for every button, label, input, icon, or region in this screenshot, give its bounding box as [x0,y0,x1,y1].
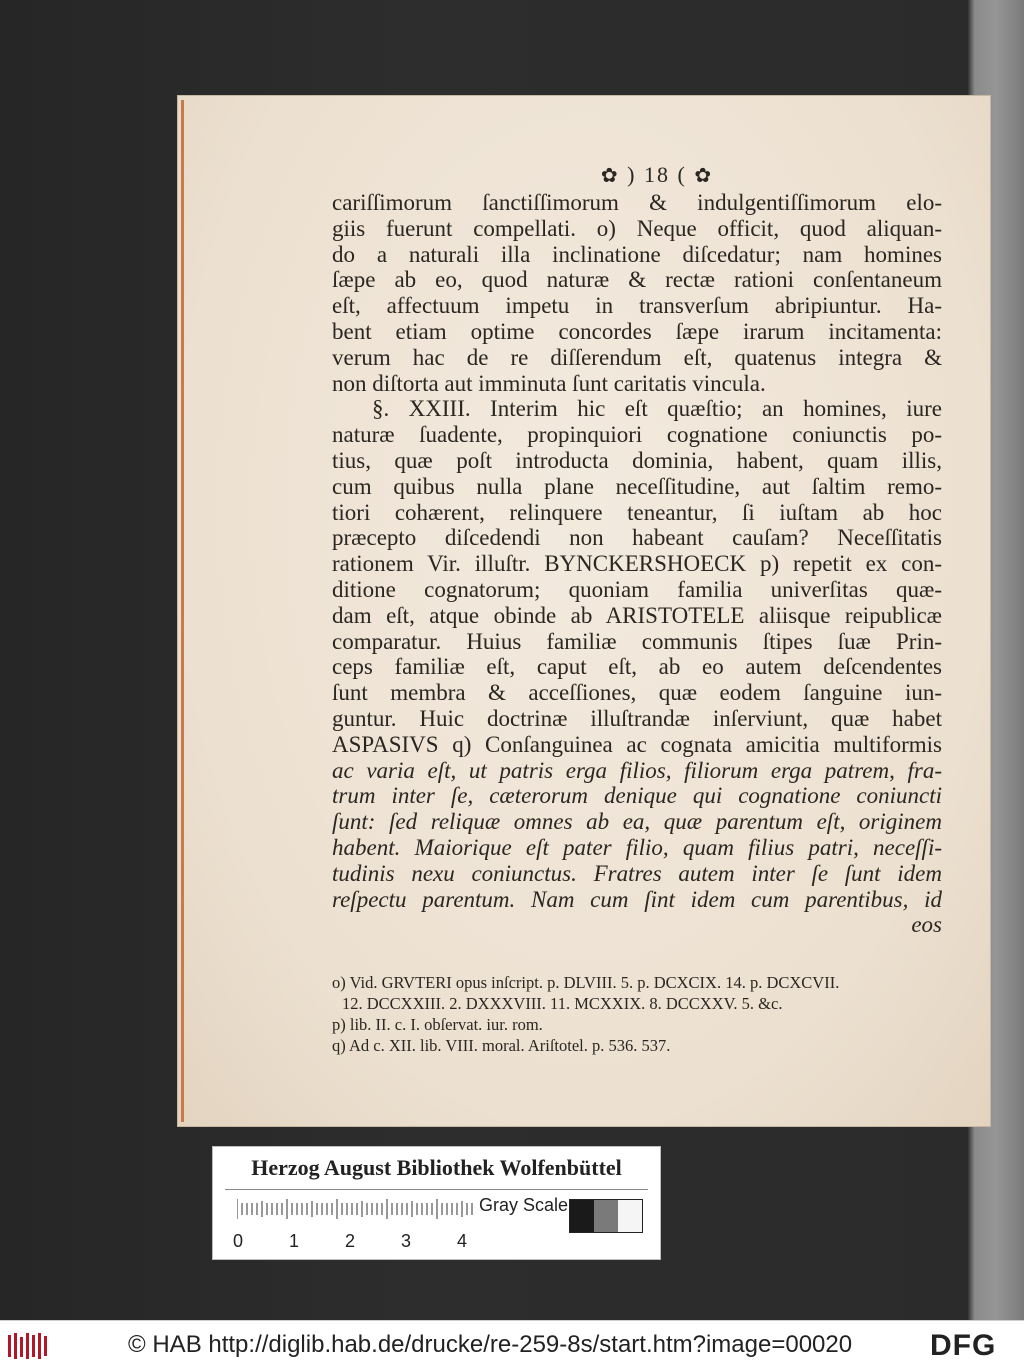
quote-line: habent. Maiorique eſt pater filio, quam filius patri, neceſſi- [332,834,942,860]
ornament-left-icon: ✿ [600,165,620,187]
ruler-numbers [231,1231,491,1253]
ruler-number: 4 [457,1231,468,1251]
quote-line: ac varia eſt, ut patris erga filios, filiorum erga patrem, fra- [332,757,942,783]
ruler-number: 3 [401,1231,412,1251]
ruler-number: 2 [345,1231,356,1251]
header-marker-left: ) [627,162,637,187]
card-divider [225,1189,648,1190]
ruler-number: 0 [233,1231,244,1251]
page-text [332,160,942,938]
swatch-white [618,1200,642,1232]
footnotes [332,972,944,1056]
library-name: Herzog August Bibliothek Wolfenbüttel [251,1155,622,1180]
text-line: dam eſt, atque obinde ab ARISTOTELE aliisque reipublicæ [332,602,942,628]
swatch-gray [594,1200,618,1232]
footnote-o: o) Vid. GRVTERI opus inſcript. p. DLVIII. 5. p. DCXCIX. 14. p. DCXCVII. [332,973,840,992]
text-line: verum hac de re diſſerendum eſt, quatenus integra & [332,344,942,370]
library-logo-icon [8,1333,48,1359]
text-line: ſunt membra & acceſſiones, quæ eodem ſanguine iun- [332,680,942,706]
text-line: do a naturali illa inclinatione diſcedatur; nam homines [332,241,942,267]
text-line: giis fuerunt compellati. o) Neque officit, quod aliquan- [332,215,942,241]
quote-line: ſunt: ſed reliquæ omnes ab ea, quæ parentum eſt, originem [332,809,942,835]
text-line: ditione cognatorum; quoniam familia univerſitas quæ- [332,576,942,602]
ruler-icon [237,1199,477,1219]
text-line: naturæ ſuadente, propinquiori cognatione coniunctis po- [332,422,942,448]
quote-line: trum inter ſe, cæterorum denique qui cognatione coniuncti [332,783,942,809]
footnote-p: p) lib. II. c. I. obſervat. iur. rom. [332,1015,543,1034]
quote-line: reſpectu parentum. Nam cum ſint idem cum parentibus, id [332,886,942,912]
section-heading-line: §. XXIII. Interim hic eſt quæſtio; an homines, iure [372,396,942,422]
text-line: ASPASIVS q) Conſanguinea ac cognata amicitia multiformis [332,731,942,757]
text-line: cum quibus nulla plane neceſſitudine, aut ſaltim remo- [332,473,942,499]
text-line: præcepto diſcedendi non habeant cauſam? Neceſſitatis [332,525,942,551]
ornament-right-icon: ✿ [694,165,714,187]
text-line: ceps familiæ eſt, caput eſt, ab eo autem deſcendentes [332,654,942,680]
page-header [372,160,942,190]
footnote-q: q) Ad c. XII. lib. VIII. moral. Ariſtotel. p. 536. 537. [332,1036,671,1055]
text-line: rationem Vir. illuſtr. BYNCKERSHOECK p) repetit ex con- [332,551,942,577]
text-line: tius, quæ poſt introducta dominia, habent, quam illis, [332,447,942,473]
footnote-o-continued: 12. DCCXXIII. 2. DXXXVIII. 11. MCXXIX. 8. DCCXXV. 5. &c. [342,994,783,1013]
text-line: bent etiam optime concordes ſæpe irarum incitamenta: [332,318,942,344]
text-line: non diſtorta aut imminuta ſunt caritatis vincula. [332,370,766,396]
footer-credit-link[interactable]: © HAB http://diglib.hab.de/drucke/re-259-8s/start.htm?image=00020 [128,1331,853,1358]
text-line: ſæpe ab eo, quod naturæ & rectæ rationi conſentaneum [332,267,942,293]
text-line: guntur. Huic doctrinæ illuſtrandæ inſerviunt, quæ habet [332,705,942,731]
dfg-logo: DFG [930,1329,997,1362]
text-line: cariſſimorum ſanctiſſimorum & indulgentiſſimorum elo- [332,190,942,215]
page-number: 18 [644,162,670,187]
quote-line: tudinis nexu coniunctus. Fratres autem inter ſe ſunt idem [332,860,942,886]
ruler-number: 1 [289,1231,300,1251]
header-marker-right: ( [677,162,687,187]
text-line: tiori cohærent, relinquere teneantur, ſi iuſtam ab hoc [332,499,942,525]
library-color-card [212,1146,661,1260]
text-line: comparatur. Huius familiæ communis ſtipes ſuæ Prin- [332,628,942,654]
footer-bar [0,1320,1024,1372]
text-line: eſt, affectuum impetu in transverſum abripiuntur. Ha- [332,293,942,319]
page-red-edge [181,100,184,1122]
gray-scale-label: Gray Scale [479,1195,569,1215]
gray-scale-swatch [569,1199,643,1233]
swatch-black [570,1200,594,1232]
catchword: eos [911,912,942,938]
